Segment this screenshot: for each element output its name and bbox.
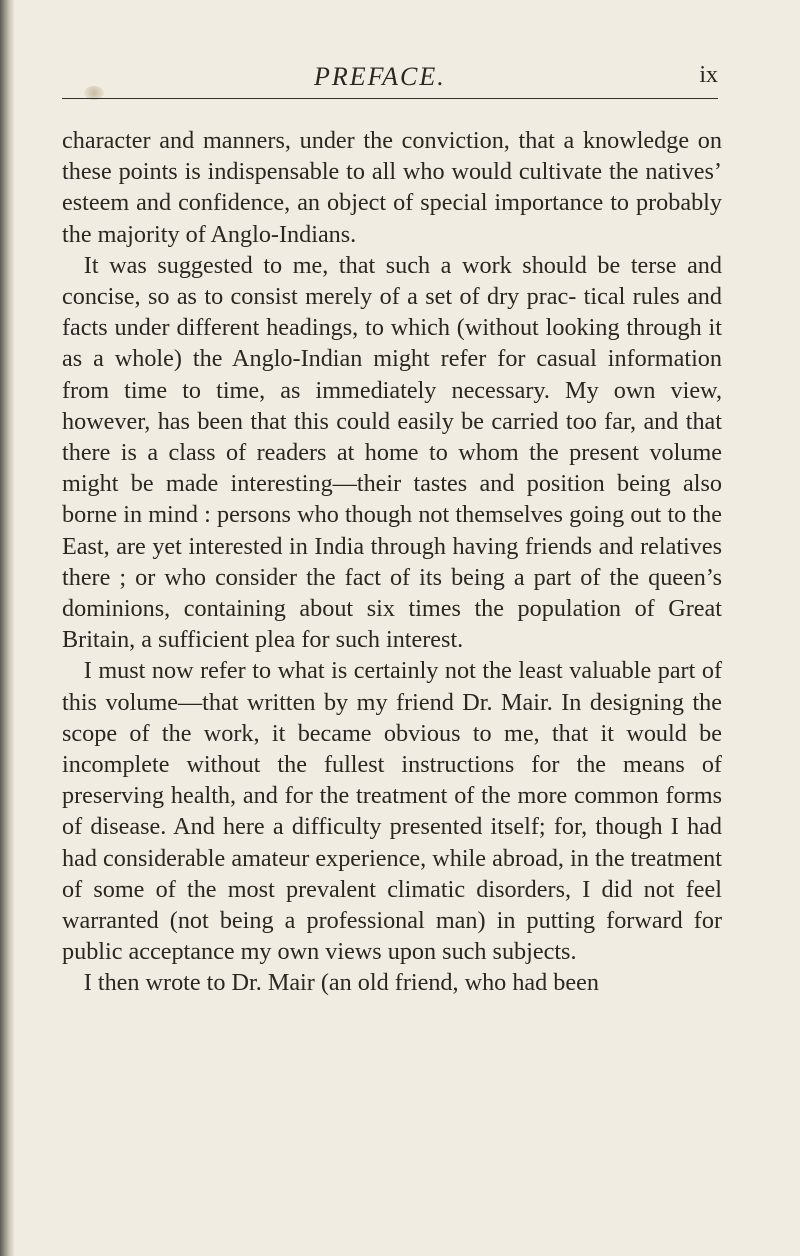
paragraph-continued: character and manners, under the conviction, that a knowledge on these points is indispensable to all who would cultivate the natives’ esteem and confidence, an object of special importance to probably the majority of Anglo-Indians. bbox=[62, 127, 722, 248]
paragraph: I must now refer to what is certainly not the least valuable part of this volume—that written by my friend Dr. Mair. In designing the scope of the work, it became obvious to me, that it would be incomplete without the fullest instructions for the means of preserving health, and for the treatment of the more common forms of disease. And here a difficulty presented itself; for, though I had had considerable amateur experience, while abroad, in the treatment of some of the most prevalent climatic disorders, I did not feel warranted (not being a professional man) in putting forward for public acceptance my own views upon such subjects. bbox=[62, 657, 722, 966]
paragraph: I then wrote to Dr. Mair (an old friend, who had been bbox=[83, 969, 599, 997]
page-title: PREFACE. bbox=[314, 62, 446, 91]
body-text bbox=[62, 125, 722, 999]
running-head bbox=[62, 58, 718, 98]
header-rule bbox=[62, 98, 718, 99]
page-number: ix bbox=[699, 62, 718, 88]
page-binding-edge bbox=[0, 0, 14, 1256]
paragraph: It was suggested to me, that such a work should be terse and concise, so as to consist merely of a set of dry prac- tical rules and facts under different headings, to which (without looking through it as a whole) the Anglo-Indian might refer for casual information from time to time, as immediately necessary. My own view, however, has been that this could easily be carried too far, and that there is a class of readers at home to whom the present volume might be made interesting—their tastes and position being also borne in mind : persons who though not themselves going out to the East, are yet interested in India through having friends and relatives there ; or who consider the fact of its being a part of the queen’s dominions, containing about six times the population of Great Britain, a sufficient plea for such interest. bbox=[62, 251, 722, 654]
